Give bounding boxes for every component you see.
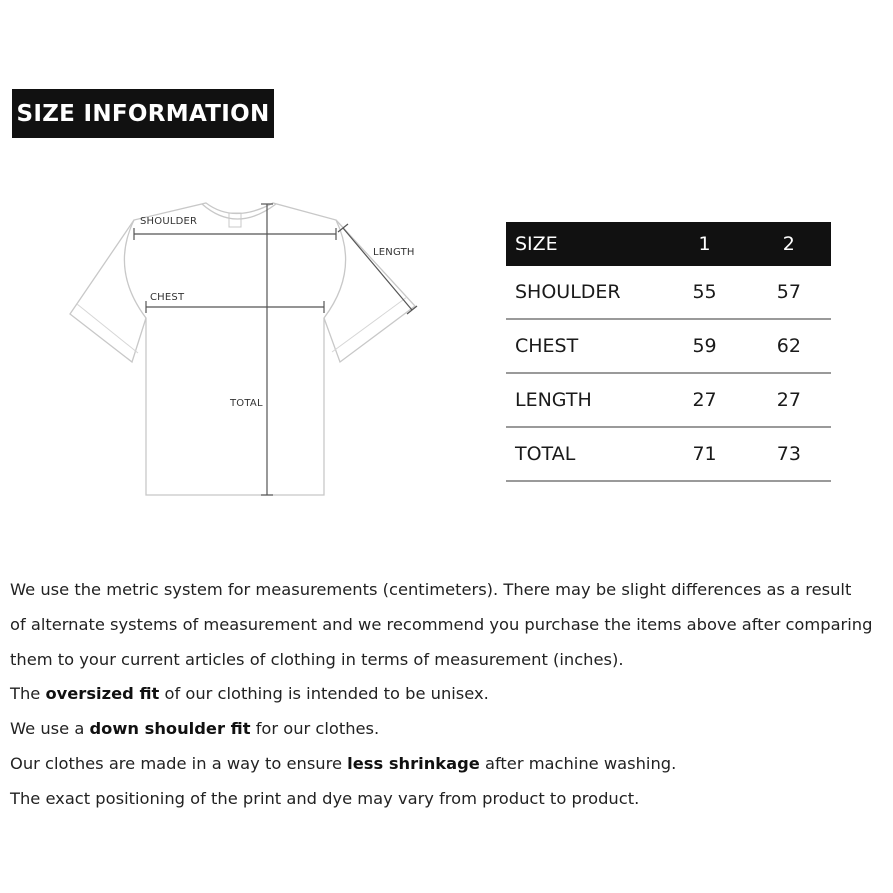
row-value: 59 [662, 319, 746, 373]
note-line [10, 677, 890, 712]
size-table [506, 222, 831, 482]
note-line: We use the metric system for measurements (centimeters). There may be slight differences as a result [10, 580, 852, 599]
note-emphasis: oversized fit [45, 684, 160, 704]
note-text: for our clothes. [250, 719, 380, 739]
chest-label: CHEST [150, 292, 185, 303]
note-line [10, 747, 890, 782]
table-row [506, 427, 831, 481]
row-label: LENGTH [506, 373, 662, 427]
table-header-size: SIZE [506, 222, 662, 266]
shoulder-label: SHOULDER [140, 216, 198, 227]
row-label: SHOULDER [506, 266, 662, 319]
length-measure-tick [407, 306, 417, 314]
note-line [10, 712, 890, 747]
table-header-row [506, 222, 831, 266]
total-label: TOTAL [230, 398, 263, 409]
collar-tag-outline [229, 213, 241, 227]
table-header-size-2: 2 [747, 222, 831, 266]
note-text: of our clothing is intended to be unisex. [159, 684, 489, 704]
row-value: 57 [747, 266, 831, 319]
tshirt-diagram [60, 190, 430, 510]
row-value: 27 [662, 373, 746, 427]
right-sleeve-outline [324, 220, 415, 362]
note-emphasis: down shoulder fit [89, 719, 251, 739]
table-row [506, 319, 831, 373]
shirt-body-outline [124, 203, 345, 495]
page-title: SIZE INFORMATION [12, 89, 274, 138]
note-text: after machine washing. [479, 753, 677, 773]
note-text: We use a [10, 719, 90, 739]
note-text: The [10, 684, 46, 704]
row-value: 55 [662, 266, 746, 319]
left-sleeve-hem [77, 304, 138, 353]
tshirt-outline-icon [60, 190, 430, 510]
table-row [506, 373, 831, 427]
row-label: CHEST [506, 319, 662, 373]
table-row [506, 266, 831, 319]
length-label: LENGTH [373, 247, 415, 258]
row-label: TOTAL [506, 427, 662, 481]
row-value: 27 [747, 373, 831, 427]
row-value: 73 [747, 427, 831, 481]
note-line: The exact positioning of the print and dye may vary from product to product. [10, 788, 640, 808]
note-line: them to your current articles of clothing in terms of measurement (inches). [10, 649, 624, 669]
note-emphasis: less shrinkage [347, 753, 480, 773]
size-notes [10, 573, 890, 817]
left-sleeve-outline [70, 220, 146, 362]
table-header-size-1: 1 [662, 222, 746, 266]
row-value: 71 [662, 427, 746, 481]
length-measure-line [343, 228, 412, 310]
row-value: 62 [747, 319, 831, 373]
right-sleeve-hem [332, 297, 407, 352]
note-line: of alternate systems of measurement and we recommend you purchase the items above after comparing [10, 614, 873, 634]
note-text: Our clothes are made in a way to ensure [10, 753, 348, 773]
